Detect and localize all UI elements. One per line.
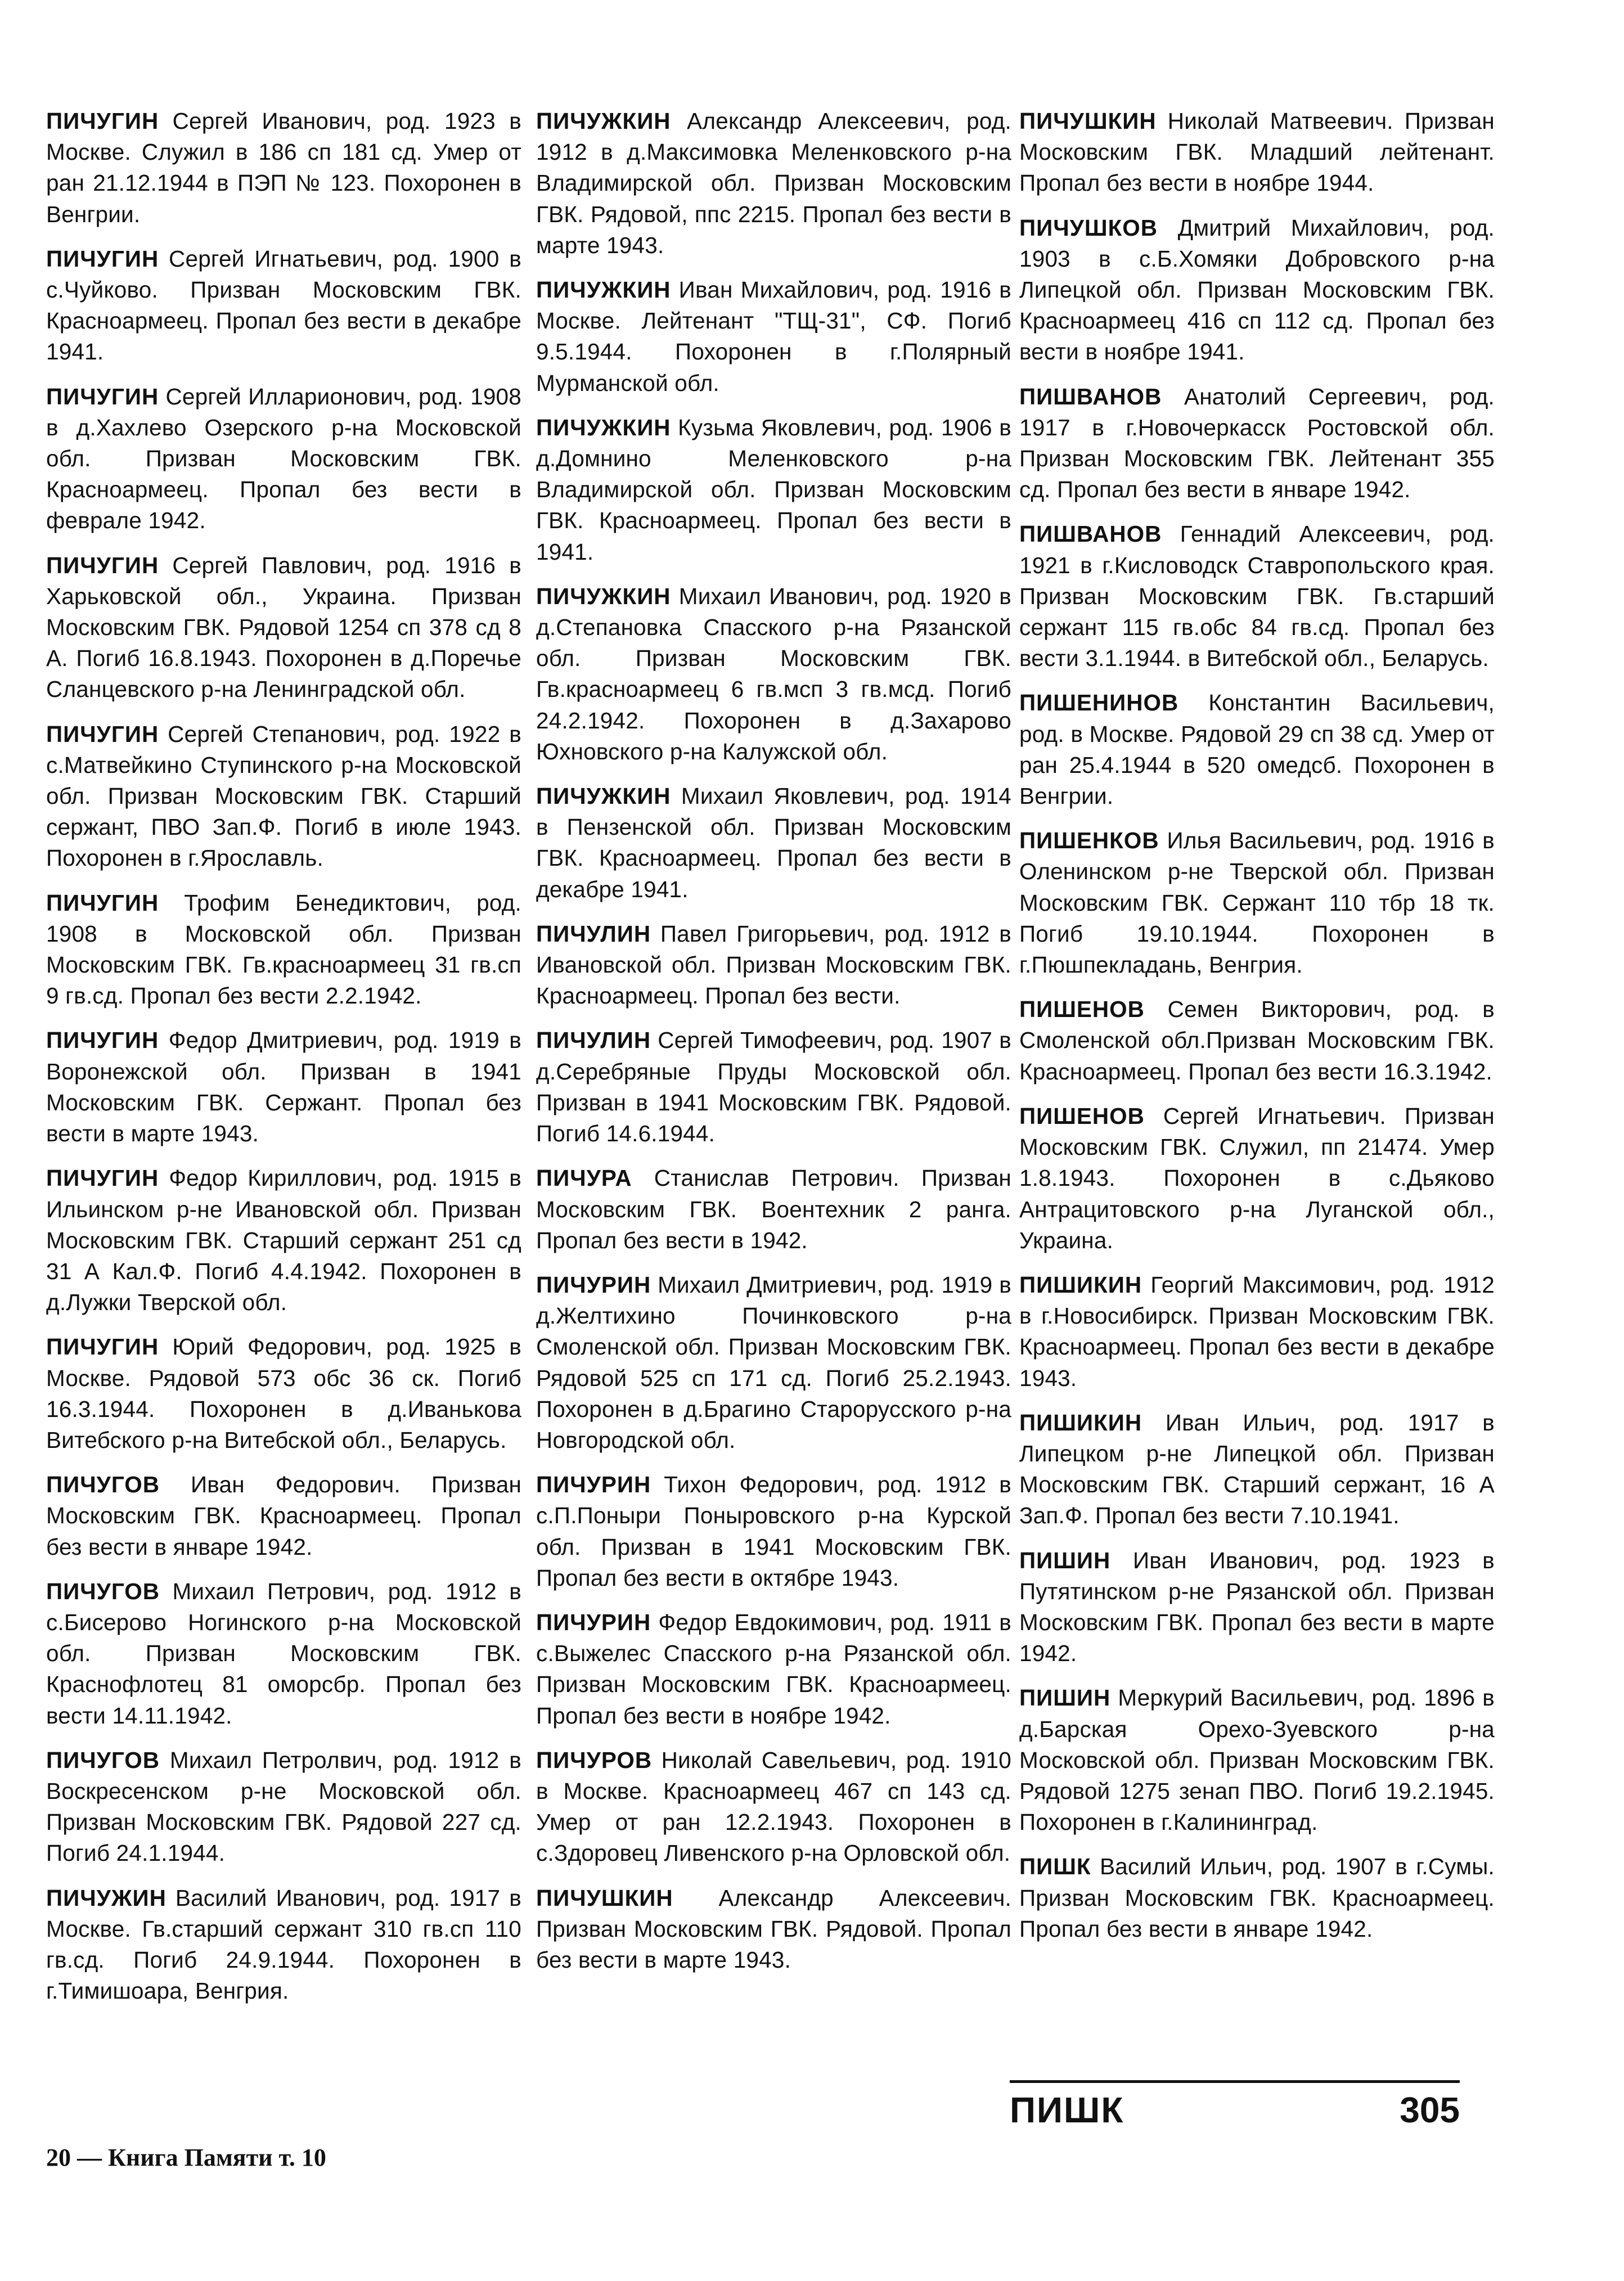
entry-text: Николай Матвеевич. Призван Московским ГВК. Младший лейтенант. Пропал без вести в ноябре 1944. [1019, 108, 1495, 196]
memorial-entry [1019, 106, 1495, 199]
entry-text: Николай Савельевич, род. 1910 в Москве. Красноармеец 467 сп 143 сд. Умер от ран 12.2.1943. Похоронен в с.Здоровец Ливенского р-на Орловской обл. [536, 1747, 1011, 1866]
page-number: 305 [1400, 2090, 1460, 2130]
memorial-entry [536, 275, 1011, 399]
entry-text: Павел Григорьевич, род. 1912 в Ивановской обл. Призван Московским ГВК. Красноармеец. Пропал без вести. [536, 920, 1011, 1009]
memorial-entry [1019, 1851, 1495, 1945]
entry-surname: ПИШЕНОВ [1019, 1103, 1145, 1129]
memorial-entry [536, 1469, 1011, 1594]
entry-text: Константин Васильевич, род. в Москве. Рядовой 29 сп 38 сд. Умер от ран 25.4.1944 в 520 омедсб. Похоронен в Венгрии. [1019, 690, 1495, 809]
entry-text: Илья Васильевич, род. 1916 в Оленинском р-не Тверской обл. Призван Московским ГВК. Сержант 110 тбр 18 тк. Погиб 19.10.1944. Похоронен в г.Пюшпекладань, Венгрия. [1019, 827, 1495, 978]
entry-surname: ПИШК [1019, 1853, 1091, 1880]
entry-surname: ПИЧУШКОВ [1019, 214, 1158, 241]
entry-text: Дмитрий Михайлович, род. 1903 в с.Б.Хомяки Добровского р-на Липецкой обл. Призван Московским ГВК. Красноармеец 416 сп 112 сд. Пропал без вести в ноябре 1941. [1019, 214, 1495, 365]
entry-text: Александр Алексеевич, род. 1912 в д.Максимовка Меленковского р-на Владимирской обл. Призван Московским ГВК. Рядовой, ппс 2215. Пропал без вести в марте 1943. [536, 108, 1011, 258]
entry-surname: ПИЧУГИН [46, 108, 159, 134]
entry-text: Кузьма Яковлевич, род. 1906 в д.Домнино Меленковского р-на Владимирской обл. Призван Московским ГВК. Красноармеец. Пропал без вести в 1941. [536, 414, 1011, 565]
entry-surname: ПИЧУГИН [46, 1165, 159, 1191]
entry-text: Меркурий Васильевич, род. 1896 в д.Барская Орехо-Зуевского р-на Московской обл. Призван Московским ГВК. Рядовой 1275 зенап ПВО. Погиб 19.2.1945. Похоронен в г.Калининград. [1019, 1685, 1495, 1835]
memorial-entry [536, 581, 1011, 767]
memorial-entry [1019, 519, 1495, 674]
memorial-entry [1019, 687, 1495, 812]
memorial-entry [1019, 1101, 1495, 1256]
entry-surname: ПИЧУЛИН [536, 1027, 651, 1054]
memorial-entry [536, 106, 1011, 261]
entry-text: Юрий Федорович, род. 1925 в Москве. Рядовой 573 обс 36 ск. Погиб 16.3.1944. Похоронен в д.Иванькова Витебского р-на Витебской обл., Беларусь. [46, 1334, 521, 1453]
entry-text: Василий Ильич, род. 1907 в г.Сумы. Призван Московским ГВК. Красноармеец. Пропал без вести в январе 1942. [1019, 1853, 1495, 1942]
memorial-entry [46, 550, 521, 705]
entry-surname: ПИЧУЖКИН [536, 414, 671, 440]
entry-surname: ПИЧУЖКИН [536, 277, 671, 303]
entry-surname: ПИЧУЖКИН [536, 108, 671, 134]
entry-surname: ПИЧУГИН [46, 889, 159, 916]
entry-surname: ПИШИН [1019, 1547, 1111, 1573]
entry-text: Иван Михайлович, род. 1916 в Москве. Лейтенант "ТЩ-31", СФ. Погиб 9.5.1944. Похоронен в г.Полярный Мурманской обл. [536, 277, 1011, 396]
column-3 [1019, 106, 1495, 1958]
entry-surname: ПИЧУГИН [46, 1027, 159, 1054]
entry-surname: ПИШВАНОВ [1019, 383, 1162, 410]
memorial-entry [46, 381, 521, 537]
entry-text: Иван Ильич, род. 1917 в Липецком р-не Липецкой обл. Призван Московским ГВК. Старший сержант, 16 А Зап.Ф. Пропал без вести 7.10.1941. [1019, 1409, 1495, 1529]
entry-text: Федор Дмитриевич, род. 1919 в Воронежской обл. Призван в 1941 Московским ГВК. Сержант. Пропал без вести в марте 1943. [46, 1027, 521, 1147]
memorial-entry [1019, 825, 1495, 980]
entry-text: Федор Евдокимович, род. 1911 в с.Выжелес Спасского р-на Рязанской обл. Призван Московским ГВК. Красноармеец. Пропал без вести в ноябре 1942. [536, 1609, 1011, 1729]
entry-surname: ПИЧУШКИН [1019, 108, 1157, 134]
entry-surname: ПИЧУШКИН [536, 1884, 673, 1911]
entry-surname: ПИШИКИН [1019, 1271, 1142, 1298]
entry-text: Станислав Петрович. Призван Московским ГВК. Воентехник 2 ранга. Пропал без вести в 1942. [536, 1165, 1012, 1253]
entry-text: Сергей Игнатьевич. Призван Московским ГВК. Служил, пп 21474. Умер 1.8.1943. Похоронен в с.Дьяково Антрацитовского р-на Луганской обл., Украина. [1019, 1103, 1495, 1253]
entry-surname: ПИШЕНКОВ [1019, 827, 1159, 854]
entry-surname: ПИЧУРА [536, 1165, 632, 1191]
memorial-entry [46, 1331, 521, 1456]
entry-text: Иван Иванович, род. 1923 в Путятинском р-не Рязанской обл. Призван Московским ГВК. Пропал без вести в марте 1942. [1019, 1547, 1495, 1667]
entry-text: Сергей Тимофеевич, род. 1907 в д.Серебряные Пруды Московской обл. Призван в 1941 Московским ГВК. Рядовой. Погиб 14.6.1944. [536, 1027, 1011, 1147]
memorial-entry [46, 1576, 521, 1731]
memorial-entry [46, 1745, 521, 1869]
printer-signature: 20 — Книга Памяти т. 10 [46, 2144, 326, 2171]
entry-text: Михаил Иванович, род. 1920 в д.Степановка Спасского р-на Рязанской обл. Призван Московским ГВК. Гв.красноармеец 6 гв.мсп 3 гв.мсд. Погиб 24.2.1942. Похоронен в д.Захарово Юхновского р-на Калужской обл. [536, 583, 1012, 764]
entry-text: Михаил Дмитриевич, род. 1919 в д.Желтихино Починковского р-на Смоленской обл. Призван Московским ГВК. Рядовой 525 сп 171 сд. Погиб 25.2.1943. Похоронен в д.Брагино Старорусского р-на Новгородской обл. [536, 1271, 1011, 1453]
memorial-entry [1019, 1682, 1495, 1838]
entry-surname: ПИЧУЖИН [46, 1884, 167, 1911]
entry-surname: ПИШИКИН [1019, 1409, 1142, 1436]
running-head: ПИШК [1010, 2090, 1124, 2130]
entry-surname: ПИШВАНОВ [1019, 521, 1162, 547]
memorial-entry [536, 1025, 1011, 1149]
memorial-entry [1019, 381, 1495, 506]
entry-surname: ПИШИН [1019, 1685, 1111, 1711]
entry-text: Геннадий Алексеевич, род. 1921 в г.Кисловодск Ставропольского края. Призван Московским ГВК. Гв.старший сержант 115 гв.обс 84 гв.сд. Пропал без вести 3.1.1944. в Витебской обл., Беларусь. [1019, 521, 1495, 672]
entry-text: Анатолий Сергеевич, род. 1917 в г.Новочеркасск Ростовской обл. Призван Московским ГВК. Лейтенант 355 сд. Пропал без вести в январе 1942. [1019, 383, 1495, 503]
memorial-entry [1019, 1270, 1495, 1394]
column-2 [536, 106, 1011, 1989]
entry-surname: ПИЧУГИН [46, 552, 159, 578]
entry-surname: ПИЧУРОВ [536, 1747, 653, 1773]
entry-surname: ПИШЕНИНОВ [1019, 690, 1179, 716]
entry-text: Тихон Федорович, род. 1912 в с.П.Поныри Поныровского р-на Курской обл. Призван в 1941 Московским ГВК. Пропал без вести в октябре 1943. [536, 1472, 1011, 1591]
entry-text: Василий Иванович, род. 1917 в Москве. Гв.старший сержант 310 гв.сп 110 гв.сд. Погиб 24.9.1944. Похоронен в г.Тимишоара, Венгрия. [46, 1884, 522, 2004]
memorial-entry [536, 1163, 1011, 1256]
entry-surname: ПИЧУГОВ [46, 1747, 160, 1773]
entry-text: Сергей Иванович, род. 1923 в Москве. Служил в 186 сп 181 сд. Умер от ран 21.12.1944 в ПЭП № 123. Похоронен в Венгрии. [46, 108, 521, 227]
memorial-entry [46, 1883, 521, 2007]
column-1 [46, 106, 521, 2020]
entry-text: Сергей Илларионович, род. 1908 в д.Хахлево Озерского р-на Московской обл. Призван Московским ГВК. Красноармеец. Пропал без вести в феврале 1942. [46, 383, 521, 534]
entry-text: Михаил Петролвич, род. 1912 в Воскресенском р-не Московской обл. Призван Московским ГВК. Рядовой 227 сд. Погиб 24.1.1944. [46, 1747, 521, 1866]
entry-surname: ПИЧУГОВ [46, 1472, 160, 1498]
entry-surname: ПИЧУГОВ [46, 1578, 160, 1604]
memorial-entry [46, 1469, 521, 1563]
memorial-entry [46, 719, 521, 874]
memorial-entry [1019, 994, 1495, 1087]
memorial-entry [46, 106, 521, 230]
entry-surname: ПИЧУГИН [46, 245, 159, 272]
memorial-entry [536, 1745, 1011, 1869]
memorial-entry [536, 781, 1011, 905]
memorial-entry [536, 1883, 1011, 1976]
entry-text: Сергей Павлович, род. 1916 в Харьковской обл., Украина. Призван Московским ГВК. Рядовой 1254 сп 378 сд 8 А. Погиб 16.8.1943. Похоронен в д.Поречье Сланцевского р-на Ленинградской обл. [46, 552, 521, 703]
entry-surname: ПИЧУЖКИН [536, 783, 671, 809]
entry-surname: ПИЧУГИН [46, 1334, 159, 1360]
entry-text: Сергей Степанович, род. 1922 в с.Матвейкино Ступинского р-на Московской обл. Призван Московским ГВК. Старший сержант, ПВО Зап.Ф. Погиб в июле 1943. Похоронен в г.Ярославль. [46, 721, 521, 871]
entry-surname: ПИЧУРИН [536, 1472, 651, 1498]
memorial-entry [536, 1607, 1011, 1731]
entry-surname: ПИЧУЖКИН [536, 583, 671, 609]
entry-surname: ПИЧУРИН [536, 1609, 651, 1635]
memorial-entry [1019, 213, 1495, 368]
memorial-entry [1019, 1545, 1495, 1670]
entry-text: Михаил Яковлевич, род. 1914 в Пензенской обл. Призван Московским ГВК. Красноармеец. Пропал без вести в декабре 1941. [536, 783, 1011, 902]
memorial-entry [46, 244, 521, 368]
entry-text: Семен Викторович, род. в Смоленской обл.Призван Московским ГВК. Красноармеец. Пропал без вести 16.3.1942. [1019, 996, 1495, 1085]
memorial-entry [536, 919, 1011, 1012]
entry-text: Иван Федорович. Призван Московским ГВК. Красноармеец. Пропал без вести в январе 1942. [46, 1472, 522, 1560]
entry-text: Михаил Петрович, род. 1912 в с.Бисерово Ногинского р-на Московской обл. Призван Московским ГВК. Краснофлотец 81 оморсбр. Пропал без вести 14.11.1942. [46, 1578, 521, 1729]
entry-surname: ПИЧУГИН [46, 383, 159, 410]
memorial-entry [536, 1270, 1011, 1456]
footer-rule [1010, 2080, 1460, 2083]
memorial-entry [46, 888, 521, 1012]
entry-text: Сергей Игнатьевич, род. 1900 в с.Чуйково. Призван Московским ГВК. Красноармеец. Пропал без вести в декабре 1941. [46, 245, 522, 365]
entry-text: Трофим Бенедиктович, род. 1908 в Московской обл. Призван Московским ГВК. Гв.красноармеец 31 гв.сп 9 гв.сд. Пропал без вести 2.2.1942. [46, 889, 521, 1009]
entry-text: Александр Алексеевич. Призван Московским ГВК. Рядовой. Пропал без вести в марте 1943. [536, 1884, 1011, 1973]
entry-text: Георгий Максимович, род. 1912 в г.Новосибирск. Призван Московским ГВК. Красноармеец. Пропал без вести в декабре 1943. [1019, 1271, 1495, 1391]
memorial-entry [46, 1163, 521, 1318]
entry-surname: ПИЧУГИН [46, 721, 159, 747]
entry-surname: ПИЧУЛИН [536, 920, 651, 947]
entry-text: Федор Кириллович, род. 1915 в Ильинском р-не Ивановской обл. Призван Московским ГВК. Старший сержант 251 сд 31 А Кал.Ф. Погиб 4.4.1942. Похоронен в д.Лужки Тверской обл. [46, 1165, 522, 1316]
entry-surname: ПИЧУРИН [536, 1271, 651, 1298]
entry-surname: ПИШЕНОВ [1019, 996, 1145, 1023]
memorial-entry [536, 412, 1011, 568]
memorial-entry [1019, 1407, 1495, 1532]
memorial-entry [46, 1025, 521, 1149]
